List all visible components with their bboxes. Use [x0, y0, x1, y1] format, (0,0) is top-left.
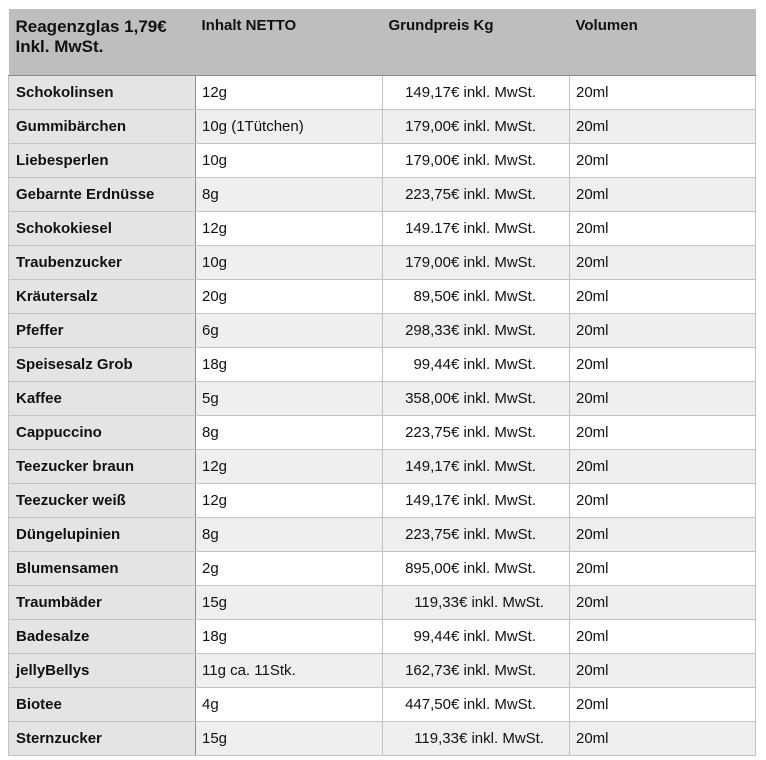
volumen-cell: 20ml	[570, 382, 756, 416]
product-name-cell: Speisesalz Grob	[9, 348, 196, 382]
product-name-cell: Kaffee	[9, 382, 196, 416]
grundpreis-cell	[383, 450, 570, 484]
header-product-line2: Inkl. MwSt.	[15, 37, 104, 56]
netto-cell: 10g	[196, 246, 383, 280]
netto-cell: 10g	[196, 144, 383, 178]
product-name-cell: Cappuccino	[9, 416, 196, 450]
table-row	[9, 246, 756, 280]
netto-cell: 15g	[196, 722, 383, 756]
volumen-cell: 20ml	[570, 76, 756, 110]
price-table	[8, 9, 756, 756]
product-name-cell: Biotee	[9, 688, 196, 722]
header-volumen: Volumen	[570, 9, 756, 76]
product-name-cell: Sternzucker	[9, 722, 196, 756]
table-row	[9, 382, 756, 416]
table-row	[9, 450, 756, 484]
product-name-cell: Badesalze	[9, 620, 196, 654]
grundpreis-text: 162,73€ inkl. MwSt.	[405, 662, 536, 679]
volumen-cell: 20ml	[570, 110, 756, 144]
netto-cell: 6g	[196, 314, 383, 348]
volumen-cell: 20ml	[570, 314, 756, 348]
table-row	[9, 688, 756, 722]
netto-cell: 12g	[196, 484, 383, 518]
grundpreis-cell	[383, 110, 570, 144]
volumen-cell: 20ml	[570, 348, 756, 382]
grundpreis-cell	[383, 382, 570, 416]
product-name-cell: Traumbäder	[9, 586, 196, 620]
product-name-cell: Traubenzucker	[9, 246, 196, 280]
grundpreis-text: 358,00€ inkl. MwSt.	[405, 390, 536, 407]
grundpreis-text: 89,50€ inkl. MwSt.	[413, 288, 536, 305]
table-row	[9, 348, 756, 382]
grundpreis-cell	[383, 144, 570, 178]
volumen-cell: 20ml	[570, 246, 756, 280]
table-row	[9, 416, 756, 450]
product-name-cell: Düngelupinien	[9, 518, 196, 552]
grundpreis-cell	[383, 722, 570, 756]
netto-cell: 20g	[196, 280, 383, 314]
product-name-cell: Schokokiesel	[9, 212, 196, 246]
volumen-cell: 20ml	[570, 722, 756, 756]
product-name-cell: Liebesperlen	[9, 144, 196, 178]
grundpreis-text: 298,33€ inkl. MwSt.	[405, 322, 536, 339]
table-row	[9, 110, 756, 144]
product-name-cell: Pfeffer	[9, 314, 196, 348]
header-row	[9, 9, 756, 76]
table-row	[9, 654, 756, 688]
volumen-cell: 20ml	[570, 144, 756, 178]
table-row	[9, 484, 756, 518]
grundpreis-text: 119,33€ inkl. MwSt.	[414, 730, 544, 747]
grundpreis-cell	[383, 552, 570, 586]
grundpreis-cell	[383, 620, 570, 654]
grundpreis-text: 149,17€ inkl. MwSt.	[405, 458, 536, 475]
table-row	[9, 212, 756, 246]
product-name-cell: Teezucker weiß	[9, 484, 196, 518]
product-name-cell: Schokolinsen	[9, 76, 196, 110]
grundpreis-cell	[383, 416, 570, 450]
grundpreis-cell	[383, 688, 570, 722]
volumen-cell: 20ml	[570, 178, 756, 212]
grundpreis-cell	[383, 348, 570, 382]
netto-cell: 8g	[196, 518, 383, 552]
netto-cell: 15g	[196, 586, 383, 620]
netto-cell: 11g ca. 11Stk.	[196, 654, 383, 688]
netto-cell: 12g	[196, 450, 383, 484]
grundpreis-text: 179,00€ inkl. MwSt.	[405, 152, 536, 169]
header-product-line1: Reagenzglas 1,79€	[15, 17, 167, 36]
volumen-cell: 20ml	[570, 654, 756, 688]
netto-cell: 8g	[196, 178, 383, 212]
volumen-cell: 20ml	[570, 416, 756, 450]
header-netto: Inhalt NETTO	[196, 9, 383, 76]
table-row	[9, 586, 756, 620]
grundpreis-text: 149.17€ inkl. MwSt.	[405, 220, 536, 237]
grundpreis-text: 223,75€ inkl. MwSt.	[405, 526, 536, 543]
product-name-cell: Kräutersalz	[9, 280, 196, 314]
grundpreis-text: 99,44€ inkl. MwSt.	[413, 356, 536, 373]
table-row	[9, 280, 756, 314]
grundpreis-cell	[383, 654, 570, 688]
grundpreis-cell	[383, 484, 570, 518]
volumen-cell: 20ml	[570, 280, 756, 314]
header-grundpreis: Grundpreis Kg	[383, 9, 570, 76]
volumen-cell: 20ml	[570, 450, 756, 484]
netto-cell: 5g	[196, 382, 383, 416]
table-row	[9, 552, 756, 586]
volumen-cell: 20ml	[570, 586, 756, 620]
volumen-cell: 20ml	[570, 484, 756, 518]
table-row	[9, 178, 756, 212]
grundpreis-text: 179,00€ inkl. MwSt.	[405, 118, 536, 135]
table-row	[9, 620, 756, 654]
netto-cell: 10g (1Tütchen)	[196, 110, 383, 144]
product-name-cell: Gummibärchen	[9, 110, 196, 144]
table-row	[9, 314, 756, 348]
grundpreis-text: 99,44€ inkl. MwSt.	[413, 628, 536, 645]
table-row	[9, 76, 756, 110]
grundpreis-cell	[383, 212, 570, 246]
grundpreis-text: 223,75€ inkl. MwSt.	[405, 186, 536, 203]
grundpreis-cell	[383, 586, 570, 620]
grundpreis-cell	[383, 76, 570, 110]
grundpreis-cell	[383, 280, 570, 314]
netto-cell: 18g	[196, 620, 383, 654]
grundpreis-cell	[383, 246, 570, 280]
netto-cell: 12g	[196, 76, 383, 110]
table-row	[9, 722, 756, 756]
volumen-cell: 20ml	[570, 552, 756, 586]
grundpreis-cell	[383, 178, 570, 212]
product-name-cell: Gebarnte Erdnüsse	[9, 178, 196, 212]
product-name-cell: Teezucker braun	[9, 450, 196, 484]
volumen-cell: 20ml	[570, 518, 756, 552]
grundpreis-text: 119,33€ inkl. MwSt.	[414, 594, 544, 611]
grundpreis-cell	[383, 518, 570, 552]
netto-cell: 12g	[196, 212, 383, 246]
grundpreis-text: 223,75€ inkl. MwSt.	[405, 424, 536, 441]
netto-cell: 2g	[196, 552, 383, 586]
volumen-cell: 20ml	[570, 212, 756, 246]
product-name-cell: Blumensamen	[9, 552, 196, 586]
table-row	[9, 144, 756, 178]
grundpreis-cell	[383, 314, 570, 348]
grundpreis-text: 895,00€ inkl. MwSt.	[405, 560, 536, 577]
grundpreis-text: 179,00€ inkl. MwSt.	[405, 254, 536, 271]
grundpreis-text: 149,17€ inkl. MwSt.	[405, 492, 536, 509]
volumen-cell: 20ml	[570, 688, 756, 722]
netto-cell: 18g	[196, 348, 383, 382]
grundpreis-text: 447,50€ inkl. MwSt.	[405, 696, 536, 713]
netto-cell: 8g	[196, 416, 383, 450]
table-row	[9, 518, 756, 552]
netto-cell: 4g	[196, 688, 383, 722]
volumen-cell: 20ml	[570, 620, 756, 654]
grundpreis-text: 149,17€ inkl. MwSt.	[405, 84, 536, 101]
header-product	[9, 9, 196, 76]
product-name-cell: jellyBellys	[9, 654, 196, 688]
